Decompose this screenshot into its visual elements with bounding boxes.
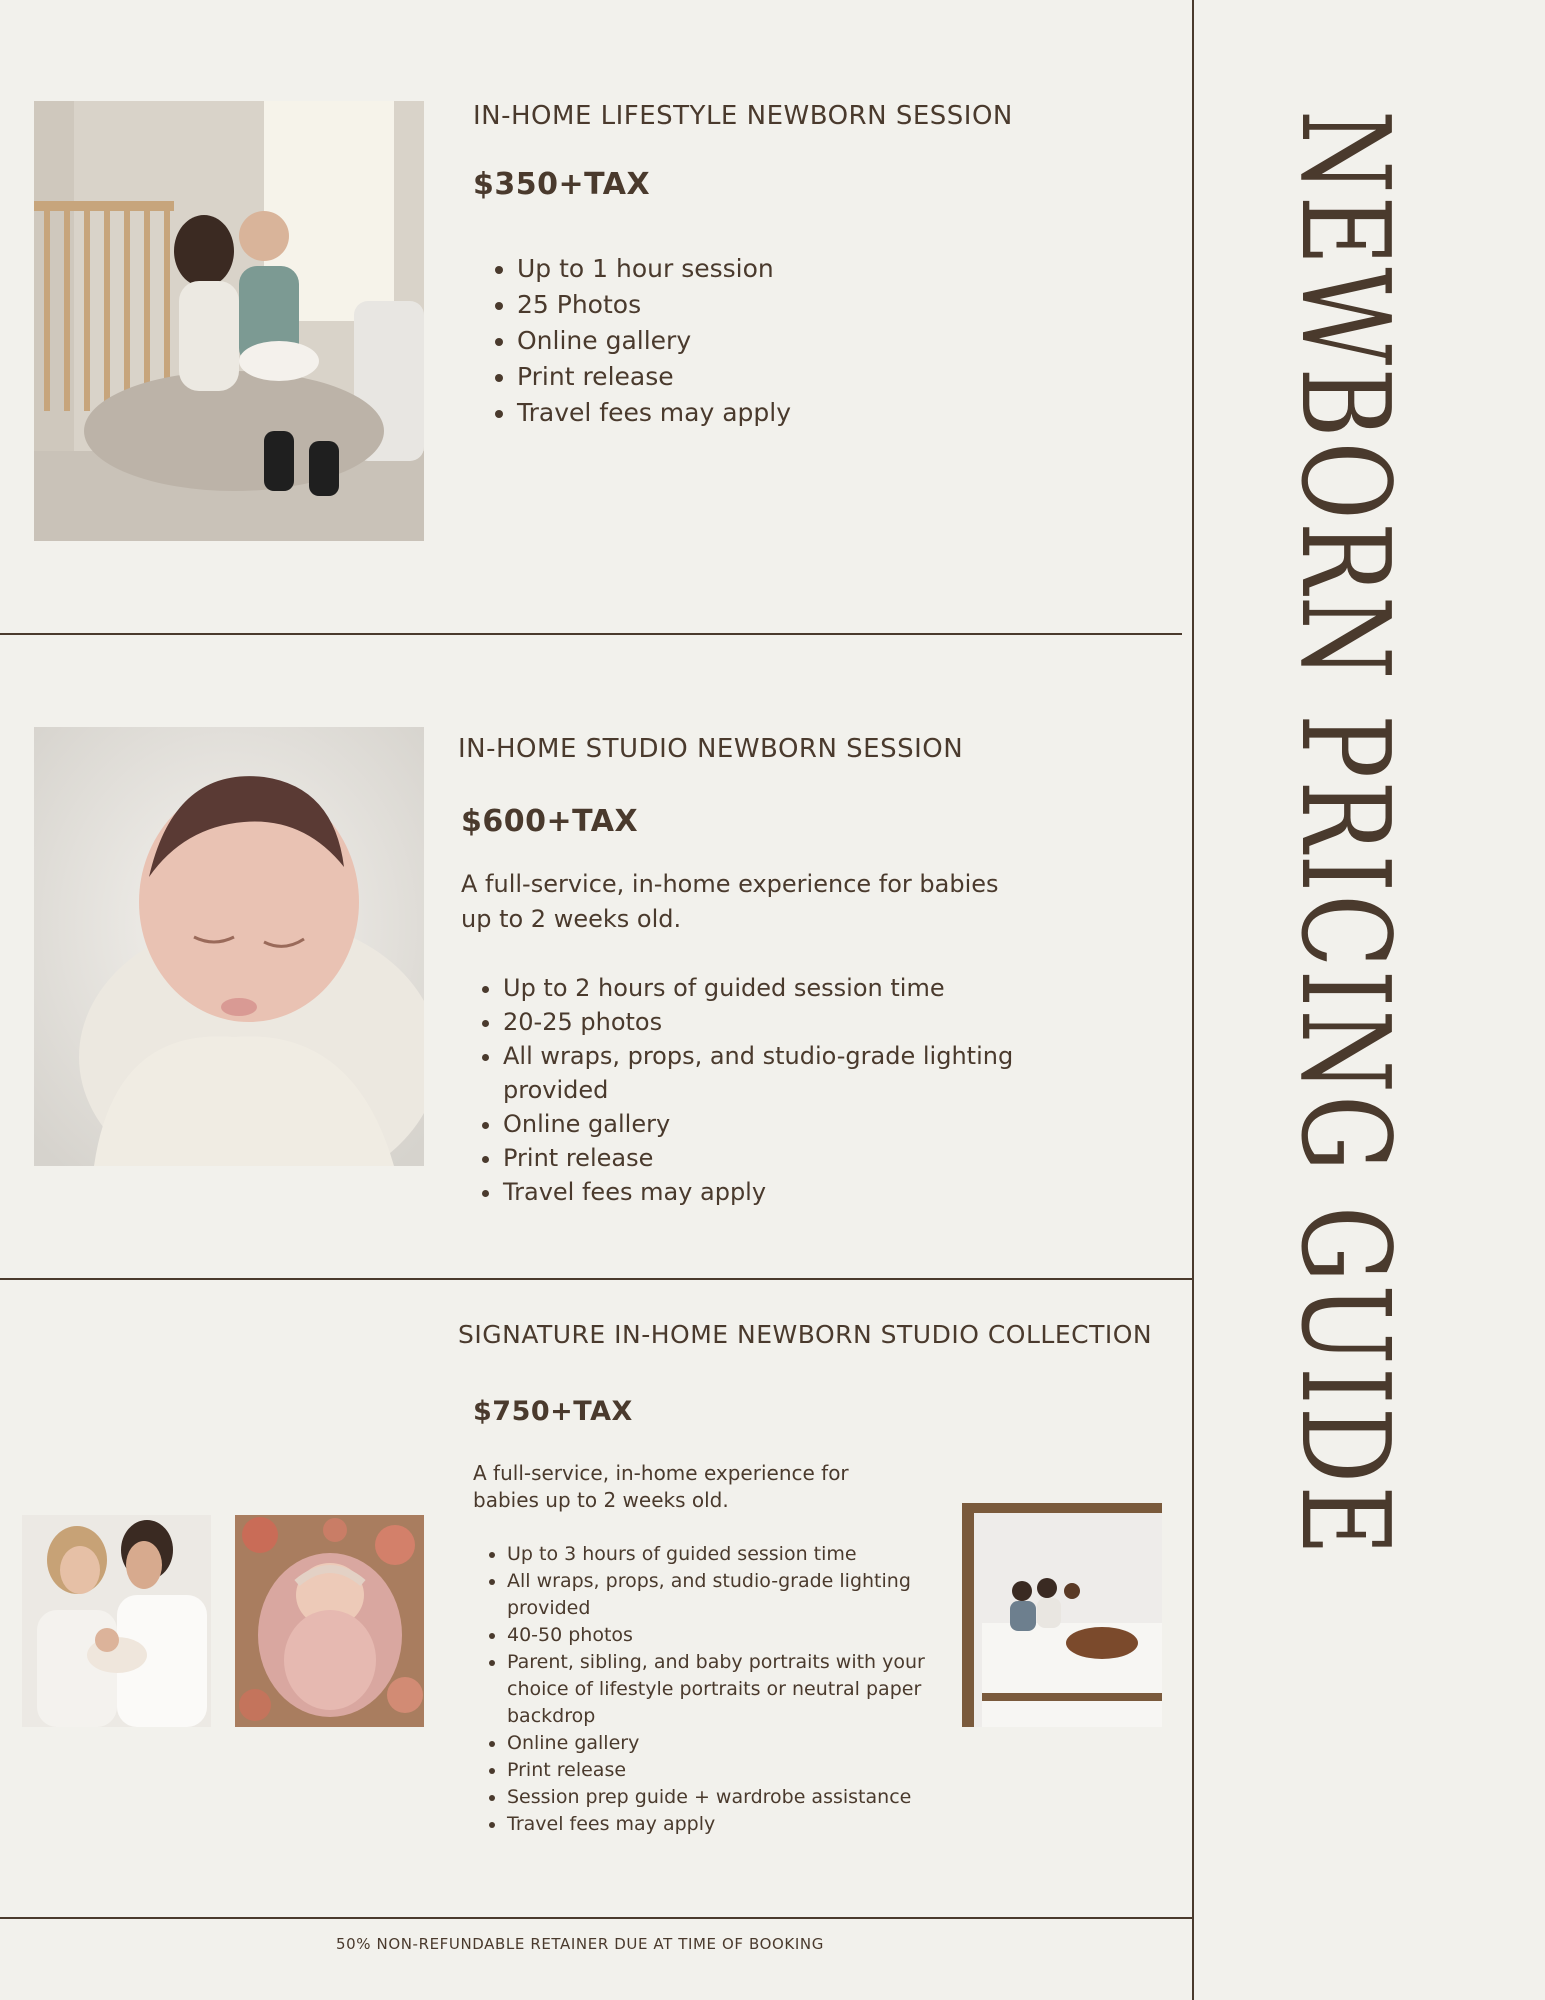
divider-1	[0, 633, 1182, 635]
photo-sleeping-newborn	[34, 727, 424, 1166]
session-description: A full-service, in-home experience for babies up to 2 weeks old.	[473, 1461, 849, 1512]
feature-item: • Up to 3 hours of guided session time	[507, 1541, 947, 1568]
feature-list	[473, 251, 791, 431]
feature-item: • Parent, sibling, and baby portraits with your choice of lifestyle portraits or neutral paper backdrop	[507, 1649, 947, 1730]
side-title	[1270, 110, 1425, 1910]
session-price: $600+TAX	[461, 804, 639, 839]
photo-family-nursery	[34, 101, 424, 541]
session-description: A full-service, in-home experience for babies up to 2 weeks old.	[461, 870, 999, 933]
photo-parents-newborn	[22, 1515, 211, 1727]
feature-item: • Up to 1 hour session	[517, 251, 791, 287]
photo-family-bed-dog	[962, 1503, 1162, 1727]
side-title-label: NEWBORN PRICING GUIDE	[1274, 110, 1416, 1558]
vertical-divider	[1192, 0, 1194, 2000]
photo-newborn-pink-wrap	[235, 1515, 424, 1727]
feature-item: • All wraps, props, and studio-grade lighting provided	[507, 1568, 947, 1622]
session-title: IN-HOME LIFESTYLE NEWBORN SESSION	[473, 101, 1013, 131]
feature-item: • Print release	[507, 1757, 947, 1784]
feature-item: • Online gallery	[503, 1107, 1043, 1141]
feature-list	[473, 1541, 947, 1838]
feature-item: • Up to 2 hours of guided session time	[503, 971, 1043, 1005]
feature-item: • Travel fees may apply	[503, 1175, 1043, 1209]
divider-3	[0, 1917, 1192, 1919]
session-title: SIGNATURE IN-HOME NEWBORN STUDIO COLLECTION	[458, 1320, 1153, 1349]
feature-item: • Print release	[517, 359, 791, 395]
feature-item: • 40-50 photos	[507, 1622, 947, 1649]
feature-item: • All wraps, props, and studio-grade lighting provided	[503, 1039, 1043, 1107]
feature-item: • 25 Photos	[517, 287, 791, 323]
feature-item: • Travel fees may apply	[517, 395, 791, 431]
feature-item: • 20-25 photos	[503, 1005, 1043, 1039]
feature-list	[459, 971, 1043, 1209]
session-price: $750+TAX	[473, 1396, 633, 1427]
footer-note: 50% NON-REFUNDABLE RETAINER DUE AT TIME OF BOOKING	[336, 1935, 824, 1953]
feature-item: • Travel fees may apply	[507, 1811, 947, 1838]
feature-item: • Print release	[503, 1141, 1043, 1175]
session-price: $350+TAX	[473, 167, 651, 202]
feature-item: • Session prep guide + wardrobe assistance	[507, 1784, 947, 1811]
feature-item: • Online gallery	[517, 323, 791, 359]
divider-2	[0, 1278, 1192, 1280]
side-title-text	[1270, 110, 1420, 1910]
session-title: IN-HOME STUDIO NEWBORN SESSION	[458, 734, 964, 764]
feature-item: • Online gallery	[507, 1730, 947, 1757]
